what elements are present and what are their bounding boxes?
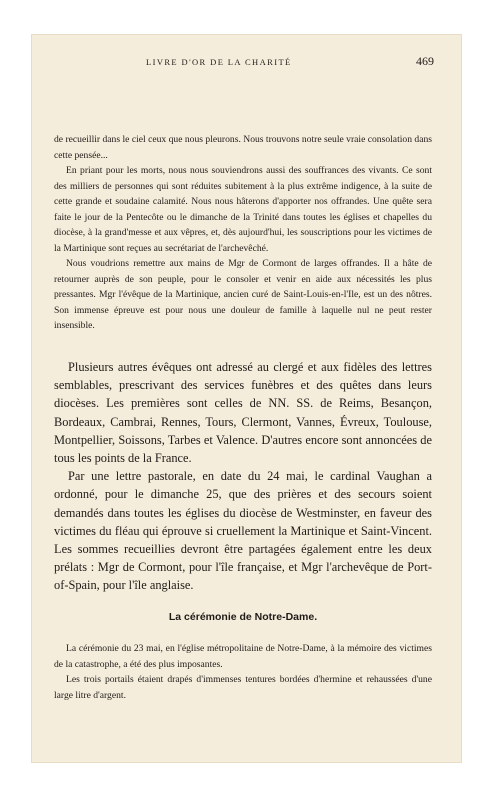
page-number: 469 [416, 54, 434, 68]
paragraph: La cérémonie du 23 mai, en l'église métropolitaine de Notre-Dame, à la mémoire des victimes de la catastrophe, a été des plus imposantes. [54, 643, 432, 670]
paragraph: Par une lettre pastorale, en date du 24 mai, le cardinal Vaughan a ordonné, pour le dimanche 25, que des prières et des secours soient demandés dans toutes les églises du diocèse de Westminster, en faveur des victimes du fléau qui éprouve si cruellement la Martinique et Saint-Vincent. Les sommes recueillies devront être partagées également entre les deux prélats : Mgr de Cormont, pour l'île française, et Mgr l'archevêque de Port-of-Spain, pour l'île anglaise. [54, 469, 432, 593]
page-header [54, 52, 434, 72]
section-heading: La cérémonie de Notre-Dame. [168, 611, 318, 623]
paragraph: Nous voudrions remettre aux mains de Mgr de Cormont de larges offrandes. Il a hâte de retourner auprès de son peuple, pour le consoler et venir en aide aux nécessités les plus pressantes. Mgr l'évêque de la Martinique, ancien curé de Saint-Louis-en-l'Ile, est un des nôtres. Son immense épreuve est pour nous une douleur de famille à laquelle nul ne peut rester insensible. [54, 258, 432, 331]
letter-excerpt [54, 132, 432, 334]
running-title: LIVRE D'OR DE LA CHARITÉ [146, 57, 292, 67]
paragraph: Plusieurs autres évêques ont adressé au clergé et aux fidèles des lettres semblables, prescrivant des services funèbres et des quêtes dans leurs diocèses. Les premières sont celles de NN. SS. de Reims, Besançon, Bordeaux, Cambrai, Rennes, Tours, Clermont, Vannes, Évreux, Toulouse, Montpellier, Soissons, Tarbes et Valence. D'autres encore sont annoncées de tous les points de la France. [54, 360, 432, 466]
ceremony-text [54, 641, 432, 703]
main-text [54, 358, 432, 595]
paragraph: En priant pour les morts, nous nous souviendrons aussi des souffrances des vivants. Ce sont des milliers de personnes qui sont réduites subitement à la plus extrême indigence, à la suite de cette grande et soudaine calamité. Nous nous hâterons d'apporter nos offrandes. Une quête sera faite le jour de la Pentecôte ou le dimanche de la Trinité dans toutes les églises et chapelles du diocèse, à la grand'messe et aux vêpres, et, dès aujourd'hui, les souscriptions pour les victimes de la Martinique sont reçues au secrétariat de l'archevêché. [54, 165, 432, 254]
paragraph: Les trois portails étaient drapés d'immenses tentures bordées d'hermine et rehaussées d'une large litre d'argent. [54, 674, 432, 701]
paragraph: de recueillir dans le ciel ceux que nous pleurons. Nous trouvons notre seule vraie consolation dans cette pensée... [54, 134, 432, 161]
